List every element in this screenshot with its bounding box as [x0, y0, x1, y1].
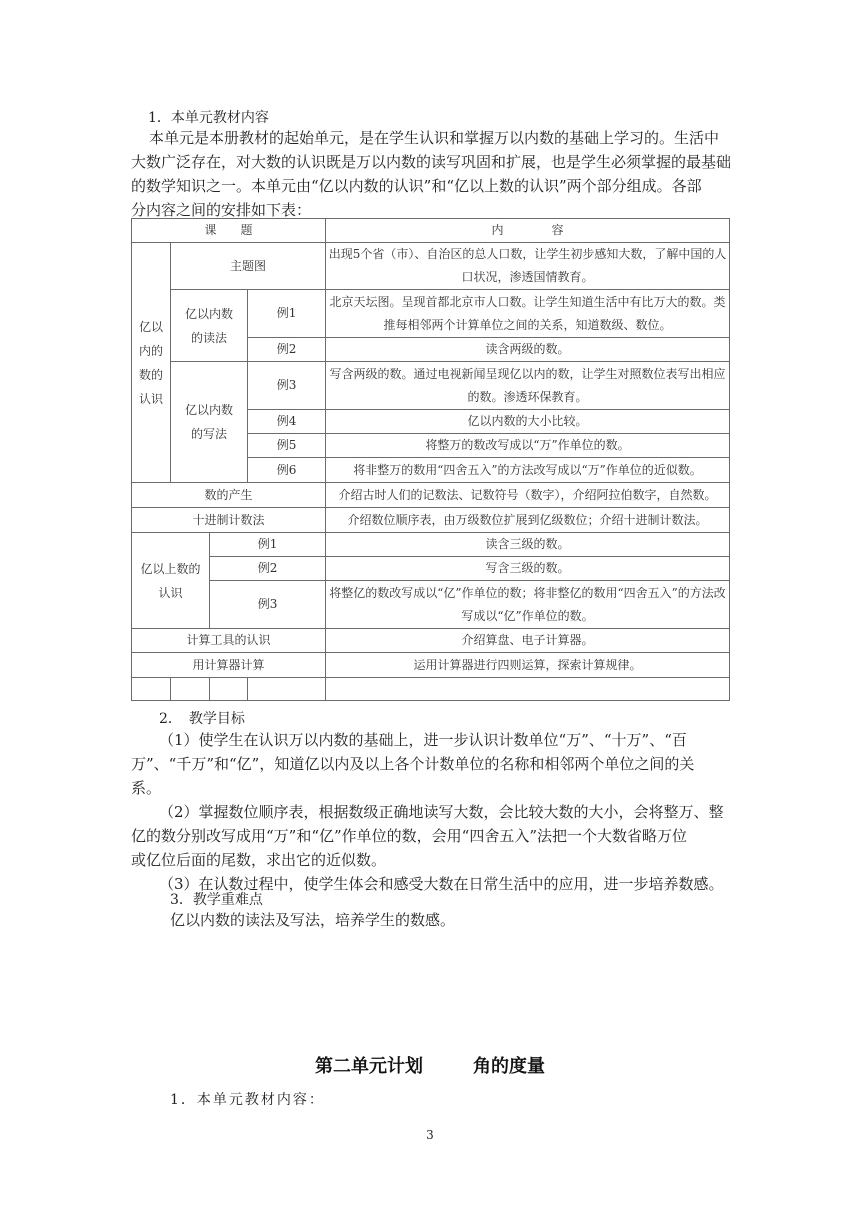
- g2-ex2-content: 写含三级的数。: [326, 557, 730, 581]
- g2-ex2-label: 例2: [210, 557, 326, 581]
- group2-label: 亿以上数的认识: [132, 533, 210, 629]
- table-row: [132, 533, 730, 557]
- empty-cell: [210, 678, 248, 701]
- decimal-label: 十进制计数法: [132, 508, 326, 533]
- unit2-content-heading: 1．本单元教材内容：: [170, 1092, 325, 1108]
- empty-cell: [326, 678, 730, 701]
- ex6-content: 将非整万的数用“四舍五入”的方法改写成以“万”作单位的近似数。: [326, 458, 730, 483]
- table-row: [132, 508, 730, 533]
- table-header-row: [132, 219, 730, 243]
- group1-label: 亿以内的数的认识: [132, 243, 171, 483]
- section1-intro-line-4: 分内容之间的安排如下表：: [131, 201, 312, 219]
- empty-cell: [132, 678, 171, 701]
- goal1-line-1: （1）使学生在认识万以内数的基础上，进一步认识计数单位“万”、“十万”、“百: [159, 731, 687, 749]
- table-row: [132, 557, 730, 581]
- section2-heading: 2． 教学目标: [159, 711, 245, 727]
- ex3-label: 例3: [248, 362, 326, 410]
- write-label: 亿以内数的写法: [171, 362, 248, 483]
- section3-heading: 3．教学重难点: [170, 892, 263, 908]
- goal2-line-1: （2）掌握数位顺序表，根据数级正确地读写大数，会比较大数的大小，会将整万、整: [159, 803, 724, 821]
- header-topic: 课 题: [132, 219, 326, 243]
- tools-content: 介绍算盘、电子计算器。: [326, 629, 730, 653]
- calc-content: 运用计算器进行四则运算，探索计算规律。: [326, 653, 730, 678]
- empty-cell: [171, 678, 210, 701]
- goal2-line-2: 亿的数分别改写成用“万”和“亿”作单位的数，会用“四舍五入”法把一个大数省略万位: [131, 827, 688, 845]
- g2-ex3-content: 将整亿的数改写成以“亿”作单位的数；将非整亿的数用“四舍五入”的方法改写成以“亿”作单位的数。: [326, 581, 730, 629]
- goal3-line: （3）在认数过程中，使学生体会和感受大数在日常生活中的应用，进一步培养数感。: [159, 875, 724, 893]
- ex3-content: 写含两级的数。通过电视新闻呈现亿以内的数，让学生对照数位表写出相应的数。渗透环保教育。: [326, 362, 730, 410]
- section3-text: 亿以内数的读法及写法，培养学生的数感。: [170, 911, 456, 929]
- g2-ex1-content: 读含三级的数。: [326, 533, 730, 557]
- section1-intro-line-2: 大数广泛存在，对大数的认识既是万以内数的读写巩固和扩展，也是学生必须掌握的最基础: [131, 153, 732, 171]
- table-row: [132, 290, 730, 338]
- unit2-title-left: 第二单元计划: [315, 1056, 423, 1077]
- ex1-content: 北京天坛图。呈现首都北京市人口数。让学生知道生活中有比万大的数。类推每相邻两个计算单位之间的关系，知道数级、数位。: [326, 290, 730, 338]
- table-row: [132, 629, 730, 653]
- ex5-content: 将整万的数改写成以“万”作单位的数。: [326, 434, 730, 458]
- unit2-title-right: 角的度量: [473, 1056, 545, 1077]
- origin-label: 数的产生: [132, 483, 326, 508]
- header-content: 内 容: [326, 219, 730, 243]
- table-row: [132, 653, 730, 678]
- ex4-label: 例4: [248, 410, 326, 434]
- goal1-line-2: 万”、“千万”和“亿”，知道亿以内及以上各个计数单位的名称和相邻两个单位之间的关: [131, 755, 695, 773]
- page-number: 3: [426, 1128, 434, 1142]
- ex6-label: 例6: [248, 458, 326, 483]
- g2-ex3-label: 例3: [210, 581, 326, 629]
- goal2-line-3: 或亿位后面的尾数，求出它的近似数。: [131, 851, 387, 869]
- ex5-label: 例5: [248, 434, 326, 458]
- section1-heading: 1．本单元教材内容: [148, 110, 269, 126]
- empty-cell: [248, 678, 326, 701]
- section1-intro-line-1: 本单元是本册教材的起始单元，是在学生认识和掌握万以内数的基础上学习的。生活中: [149, 129, 720, 147]
- unit2-title: [0, 1052, 860, 1078]
- goal1-line-3: 系。: [131, 779, 162, 797]
- g2-ex1-label: 例1: [210, 533, 326, 557]
- table-row: [132, 362, 730, 410]
- ex2-content: 读含两级的数。: [326, 338, 730, 362]
- origin-content: 介绍古时人们的记数法、记数符号（数字），介绍阿拉伯数字，自然数。: [326, 483, 730, 508]
- table-row: [132, 243, 730, 290]
- table-empty-row: [132, 678, 730, 701]
- table-row: [132, 581, 730, 629]
- calc-label: 用计算器计算: [132, 653, 326, 678]
- table-row: [132, 483, 730, 508]
- read-label: 亿以内数的读法: [171, 290, 248, 362]
- decimal-content: 介绍数位顺序表，由万级数位扩展到亿级数位；介绍十进制计数法。: [326, 508, 730, 533]
- ex4-content: 亿以内数的大小比较。: [326, 410, 730, 434]
- ex2-label: 例2: [248, 338, 326, 362]
- ex1-label: 例1: [248, 290, 326, 338]
- theme-content: 出现5个省（市）、自治区的总人口数，让学生初步感知大数，了解中国的人口状况，渗透国情教育。: [326, 243, 730, 290]
- theme-label: 主题图: [171, 243, 326, 290]
- content-arrangement-table: [131, 218, 730, 701]
- section1-intro-line-3: 的数学知识之一。本单元由“亿以内数的认识”和“亿以上数的认识”两个部分组成。各部: [131, 177, 702, 195]
- tools-label: 计算工具的认识: [132, 629, 326, 653]
